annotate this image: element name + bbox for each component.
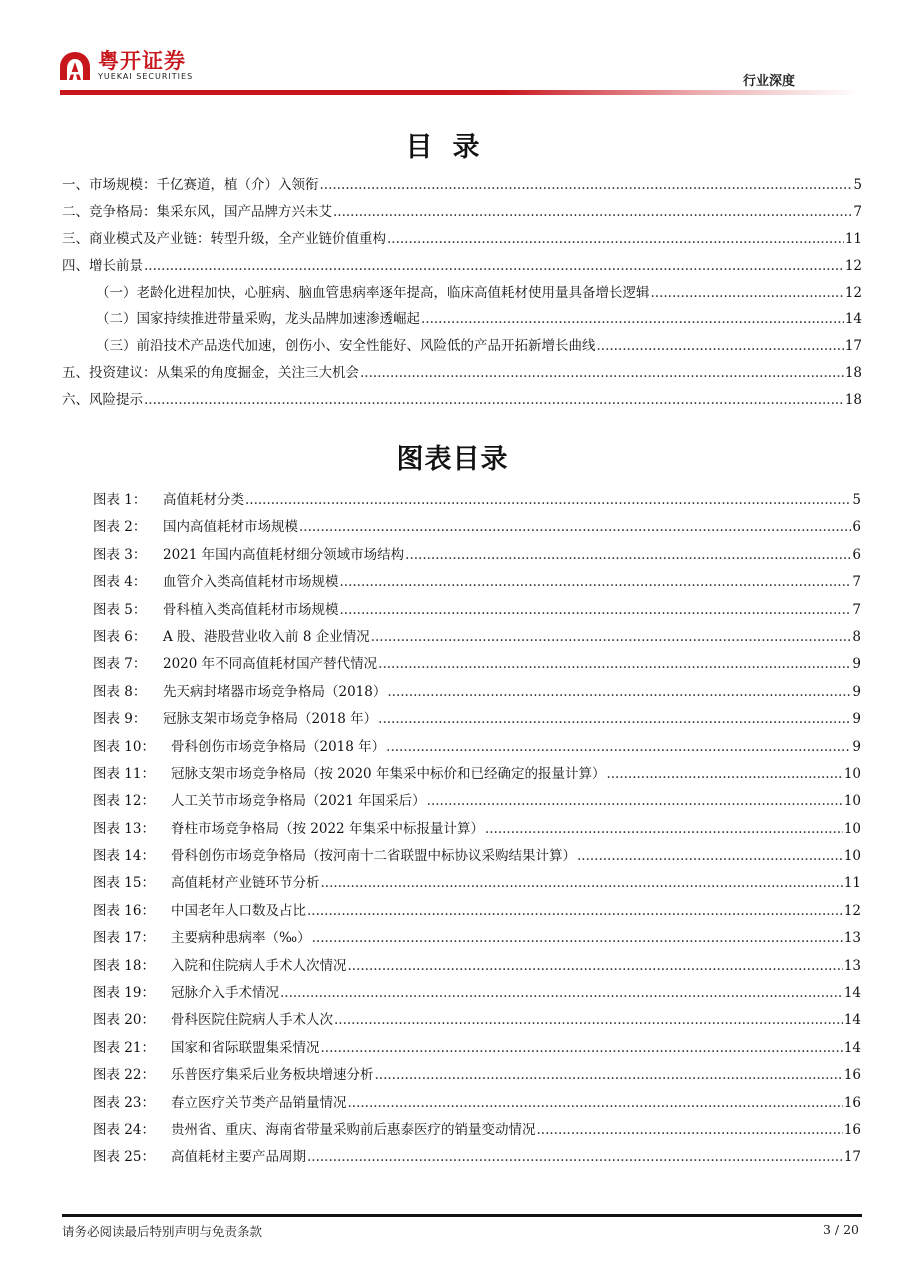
page-header	[0, 0, 905, 100]
toc-section-entry[interactable]	[62, 388, 862, 415]
footer-disclaimer: 请务必阅读最后特别声明与免责条款	[62, 1224, 263, 1239]
figure-entry-title: 冠脉支架市场竞争格局（2018 年）	[163, 711, 378, 728]
figure-entry[interactable]	[93, 762, 861, 789]
dot-leader	[651, 285, 844, 301]
figure-entry-title: 国家和省际联盟集采情况	[171, 1039, 320, 1056]
dot-leader	[537, 1122, 843, 1138]
figure-entry-title: 入院和住院病人手术人次情况	[171, 957, 347, 974]
figure-entry[interactable]	[93, 789, 861, 816]
figure-entry-title: 脊柱市场竞争格局（按 2022 年集采中标报量计算）	[171, 820, 484, 837]
figure-entry[interactable]	[93, 871, 861, 898]
dot-leader	[387, 231, 844, 247]
figure-entry-title: A 股、港股营业收入前 8 企业情况	[163, 628, 370, 645]
toc-entry-page: 17	[844, 338, 862, 355]
figure-entry-page: 9	[852, 738, 861, 755]
figure-list	[93, 488, 861, 1173]
figure-entry[interactable]	[93, 1145, 861, 1172]
figure-entry-title: 骨科创伤市场竞争格局（按河南十二省联盟中标协议采购结果计算）	[171, 848, 576, 865]
toc-entry-label: 一、市场规模：千亿赛道，植（介）入领衔	[62, 177, 319, 193]
figure-entry-title: 先天病封堵器市场竞争格局（2018）	[163, 683, 387, 700]
dot-leader	[348, 958, 843, 974]
toc-subsection-entry[interactable]	[62, 281, 862, 308]
figure-entry[interactable]	[93, 680, 861, 707]
company-logo	[58, 50, 193, 82]
figure-entry-number: 图表 14：	[93, 848, 155, 865]
figure-entry-title: 高值耗材分类	[163, 492, 244, 508]
figure-entry-page: 14	[843, 1039, 861, 1056]
figure-entry-page: 9	[852, 683, 861, 700]
figure-entry[interactable]	[93, 1091, 861, 1118]
figure-entry-page: 14	[843, 985, 861, 1002]
dot-leader	[144, 258, 844, 274]
toc-entry-label: 三、商业模式及产业链：转型升级，全产业链价值重构	[62, 230, 386, 247]
dot-leader	[485, 821, 843, 837]
figure-entry-number: 图表 8：	[93, 683, 147, 700]
figure-entry-page: 7	[852, 574, 861, 591]
figure-entry[interactable]	[93, 707, 861, 734]
figure-entry-page: 8	[852, 628, 861, 645]
toc-entry-label: 二、竞争格局：集采东风，国产品牌方兴未艾	[62, 203, 332, 220]
figure-entry-page: 16	[843, 1067, 861, 1084]
figure-entry-number: 图表 2：	[93, 519, 147, 536]
figure-entry[interactable]	[93, 981, 861, 1008]
dot-leader	[245, 492, 851, 508]
figure-entry-number: 图表 6：	[93, 628, 147, 645]
dot-leader	[340, 574, 852, 590]
dot-leader	[348, 1095, 843, 1111]
dot-leader	[386, 739, 851, 755]
figure-entry-page: 6	[852, 519, 861, 536]
figure-entry[interactable]	[93, 488, 861, 515]
figure-entry-title: 骨科创伤市场竞争格局（2018 年）	[171, 738, 386, 755]
dot-leader	[387, 684, 851, 700]
figure-entry[interactable]	[93, 844, 861, 871]
figure-entry-number: 图表 15：	[93, 875, 155, 892]
toc-entry-label: （三）前沿技术产品迭代加速，创伤小、安全性能好、风险低的产品开拓新增长曲线	[96, 338, 596, 355]
toc-entry-label: 六、风险提示	[62, 392, 143, 409]
dot-leader	[421, 311, 844, 327]
figure-entry-number: 图表 19：	[93, 985, 155, 1002]
figure-entry-page: 17	[843, 1149, 861, 1166]
toc-entry-page: 18	[844, 392, 862, 409]
toc-entry-page: 12	[844, 257, 862, 274]
figure-entry-title: 人工关节市场竞争格局（2021 年国采后）	[171, 793, 426, 810]
toc-title: 目录	[405, 132, 500, 163]
toc-entry-page: 11	[844, 230, 862, 247]
figure-entry-number: 图表 9：	[93, 711, 147, 728]
figure-entry-page: 14	[843, 1012, 861, 1029]
figure-entry[interactable]	[93, 1063, 861, 1090]
dot-leader	[307, 903, 843, 919]
figure-entry[interactable]	[93, 926, 861, 953]
figure-entry-number: 图表 23：	[93, 1094, 155, 1111]
figure-entry-page: 12	[843, 902, 861, 919]
figure-entry[interactable]	[93, 1008, 861, 1035]
figure-entry[interactable]	[93, 515, 861, 542]
figure-entry[interactable]	[93, 598, 861, 625]
figure-entry-number: 图表 18：	[93, 957, 155, 974]
dot-leader	[321, 875, 843, 891]
dot-leader	[597, 338, 844, 354]
figure-entry-number: 图表 11：	[93, 765, 155, 782]
figure-entry-title: 中国老年人口数及占比	[171, 902, 306, 919]
toc-subsection-entry[interactable]	[62, 334, 862, 361]
figure-entry-title: 2021 年国内高值耗材细分领域市场结构	[163, 546, 405, 563]
figure-list-title: 图表目录	[396, 444, 509, 475]
figure-entry[interactable]	[93, 625, 861, 652]
figure-entry-title: 春立医疗关节类产品销量情况	[171, 1094, 347, 1111]
figure-entry-title: 乐普医疗集采后业务板块增速分析	[171, 1067, 374, 1084]
yuekai-logo-icon	[58, 50, 92, 82]
logo-english-name: YUEKAI SECURITIES	[98, 72, 194, 81]
dot-leader	[280, 985, 843, 1001]
figure-entry-title: 骨科医院住院病人手术人次	[171, 1012, 333, 1029]
toc-section-entry[interactable]	[62, 200, 862, 227]
figure-entry-number: 图表 4：	[93, 574, 147, 591]
dot-leader	[371, 629, 852, 645]
figure-entry-number: 图表 17：	[93, 930, 155, 947]
figure-entry-title: 2020 年不同高值耗材国产替代情况	[163, 656, 378, 673]
figure-entry-page: 13	[843, 957, 861, 974]
figure-entry-title: 冠脉支架市场竞争格局（按 2020 年集采中标价和已经确定的报量计算）	[171, 765, 606, 782]
dot-leader	[321, 1040, 843, 1056]
dot-leader	[427, 793, 843, 809]
figure-entry[interactable]	[93, 1036, 861, 1063]
toc-entry-label: 四、增长前景	[62, 257, 143, 274]
toc-entry-label: 五、投资建议：从集采的角度掘金，关注三大机会	[62, 365, 359, 382]
figure-entry-page: 9	[852, 656, 861, 673]
header-divider	[60, 90, 860, 95]
dot-leader	[378, 711, 851, 727]
dot-leader	[378, 656, 851, 672]
figure-entry-page: 10	[843, 793, 861, 810]
figure-entry-title: 贵州省、重庆、海南省带量采购前后惠泰医疗的销量变动情况	[171, 1121, 536, 1138]
figure-entry-number: 图表 16：	[93, 902, 155, 919]
figure-entry-number: 图表 13：	[93, 820, 155, 837]
table-of-contents	[62, 173, 862, 415]
figure-entry-number: 图表 22：	[93, 1067, 155, 1084]
dot-leader	[312, 930, 843, 946]
figure-entry-title: 血管介入类高值耗材市场规模	[163, 574, 339, 591]
toc-subsection-entry[interactable]	[62, 307, 862, 334]
figure-entry-number: 图表 1：	[93, 492, 147, 508]
dot-leader	[333, 204, 852, 220]
footer-divider	[62, 1214, 862, 1217]
figure-entry-page: 9	[852, 711, 861, 728]
figure-entry-number: 图表 7：	[93, 656, 147, 673]
figure-entry-page: 10	[843, 820, 861, 837]
figure-entry-number: 图表 10：	[93, 738, 155, 755]
toc-entry-page: 14	[844, 311, 862, 328]
dot-leader	[577, 848, 843, 864]
dot-leader	[340, 602, 852, 618]
figure-entry-page: 16	[843, 1094, 861, 1111]
figure-entry[interactable]	[93, 543, 861, 570]
dot-leader	[334, 1012, 843, 1028]
toc-entry-page: 5	[853, 177, 862, 193]
figure-entry-page: 13	[843, 930, 861, 947]
figure-entry-page: 7	[852, 601, 861, 618]
figure-entry[interactable]	[93, 652, 861, 679]
figure-entry[interactable]	[93, 1118, 861, 1145]
dot-leader	[360, 365, 844, 381]
figure-entry-title: 主要病种患病率（‰）	[171, 930, 311, 947]
figure-entry[interactable]	[93, 735, 861, 762]
figure-entry-page: 11	[843, 875, 861, 892]
figure-entry[interactable]	[93, 570, 861, 597]
toc-entry-page: 7	[853, 203, 862, 220]
toc-entry-page: 12	[844, 284, 862, 301]
figure-entry-number: 图表 21：	[93, 1039, 155, 1056]
figure-entry-page: 16	[843, 1121, 861, 1138]
dot-leader	[375, 1067, 843, 1083]
dot-leader	[405, 547, 851, 563]
figure-entry[interactable]	[93, 817, 861, 844]
dot-leader	[299, 519, 851, 535]
figure-entry-number: 图表 12：	[93, 793, 155, 810]
toc-section-entry[interactable]	[62, 227, 862, 254]
toc-section-entry[interactable]	[62, 173, 862, 200]
figure-entry-title: 骨科植入类高值耗材市场规模	[163, 601, 339, 618]
figure-entry-page: 6	[852, 546, 861, 563]
page-number: 3 / 20	[822, 1222, 859, 1237]
figure-entry-number: 图表 24：	[93, 1121, 155, 1138]
figure-entry-number: 图表 3：	[93, 546, 147, 563]
figure-entry-page: 5	[852, 492, 861, 508]
dot-leader	[606, 766, 842, 782]
figure-entry-title: 冠脉介入手术情况	[171, 985, 279, 1002]
figure-entry-page: 10	[843, 848, 861, 865]
figure-entry[interactable]	[93, 954, 861, 981]
figure-entry-number: 图表 20：	[93, 1012, 155, 1029]
toc-entry-label: （一）老龄化进程加快，心脏病、脑血管患病率逐年提高，临床高值耗材使用量具备增长逻辑	[96, 284, 650, 301]
figure-entry-title: 国内高值耗材市场规模	[163, 519, 298, 536]
report-type-label: 行业深度	[742, 74, 795, 89]
toc-section-entry[interactable]	[62, 361, 862, 388]
logo-chinese-name: 粤开证券	[98, 49, 186, 73]
dot-leader	[144, 392, 844, 408]
figure-entry-number: 图表 5：	[93, 601, 147, 618]
figure-entry-title: 高值耗材产业链环节分析	[171, 875, 320, 892]
figure-entry-page: 10	[843, 765, 861, 782]
dot-leader	[320, 177, 853, 193]
toc-entry-label: （二）国家持续推进带量采购，龙头品牌加速渗透崛起	[96, 311, 420, 328]
figure-entry[interactable]	[93, 899, 861, 926]
toc-section-entry[interactable]	[62, 254, 862, 281]
dot-leader	[307, 1149, 843, 1165]
figure-entry-title: 高值耗材主要产品周期	[171, 1149, 306, 1166]
toc-entry-page: 18	[844, 365, 862, 382]
figure-entry-number: 图表 25：	[93, 1149, 155, 1166]
